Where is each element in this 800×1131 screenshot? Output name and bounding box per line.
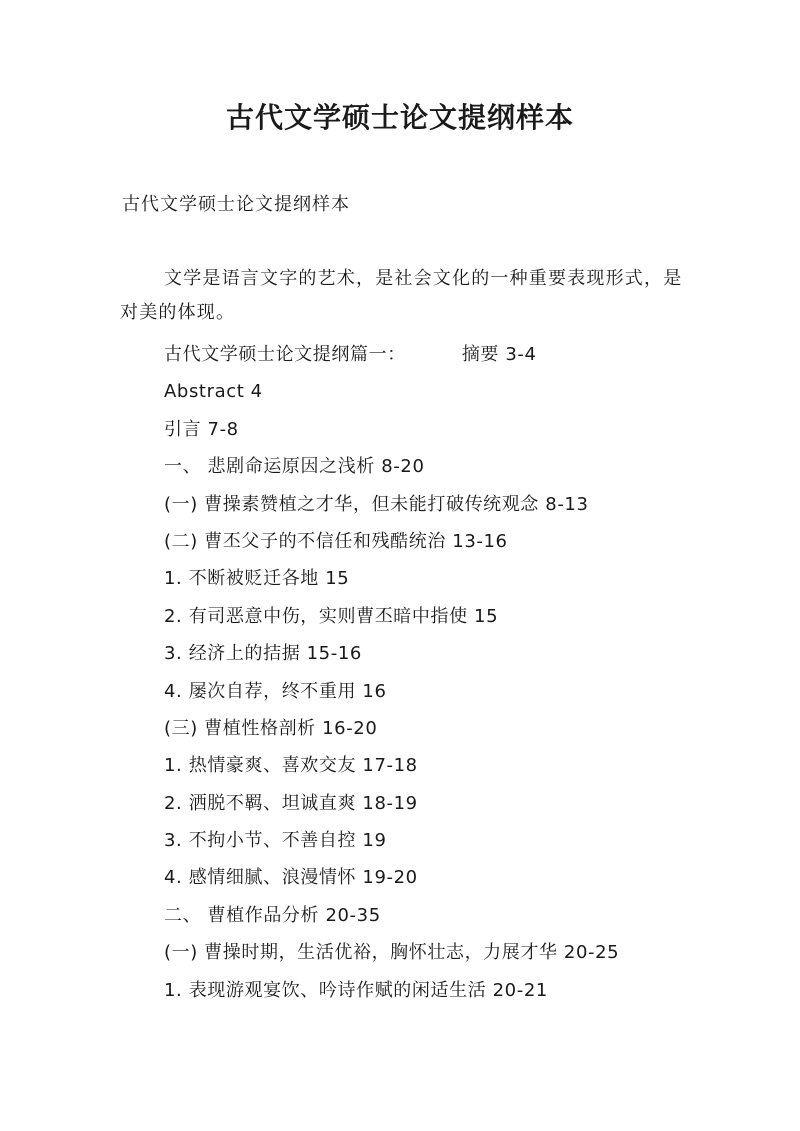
toc-entry: 1. 表现游观宴饮、吟诗作赋的闲适生活 20-21 (164, 979, 548, 1001)
toc-entry: 一、 悲剧命运原因之浅析 8-20 (164, 456, 425, 478)
document-subtitle: 古代文学硕士论文提纲样本 (122, 194, 350, 215)
toc-entry: 2. 有司恶意中伤，实则曹丕暗中指使 15 (164, 605, 499, 627)
toc-entry: 2. 洒脱不羁、坦诚直爽 18-19 (164, 792, 418, 814)
toc-entry: 1. 不断被贬迁各地 15 (164, 568, 350, 590)
toc-entry: 1. 热情豪爽、喜欢交友 17-18 (164, 755, 418, 777)
toc-entry: 二、 曹植作品分析 20-35 (164, 904, 381, 926)
intro-paragraph: 文学是语言文字的艺术，是社会文化的一种重要表现形式，是对美的体现。 (120, 268, 683, 323)
toc-heading: 古代文学硕士论文提纲篇一： (164, 344, 406, 365)
toc-entry: (一) 曹操素赞植之才华，但未能打破传统观念 8-13 (164, 493, 589, 515)
toc-heading-line (164, 340, 619, 377)
toc-entry: (二) 曹丕父子的不信任和残酷统治 13-16 (164, 530, 508, 552)
toc-entry: 4. 感情细腻、浪漫情怀 19-20 (164, 867, 418, 889)
toc-entry: 摘要 3-4 (461, 344, 537, 365)
toc-entry: 4. 屡次自荐，终不重用 16 (164, 680, 387, 702)
toc-entry: Abstract 4 (164, 381, 263, 403)
toc-entry: (三) 曹植性格剖析 16-20 (164, 717, 378, 739)
table-of-contents (164, 340, 619, 1013)
document-title: 古代文学硕士论文提纲样本 (225, 101, 574, 134)
toc-entry: (一) 曹操时期，生活优裕，胸怀壮志，力展才华 20-25 (164, 942, 620, 964)
toc-entry: 引言 7-8 (164, 418, 239, 440)
toc-entry: 3. 不拘小节、不善自控 19 (164, 830, 387, 852)
toc-entry: 3. 经济上的拮据 15-16 (164, 643, 362, 665)
